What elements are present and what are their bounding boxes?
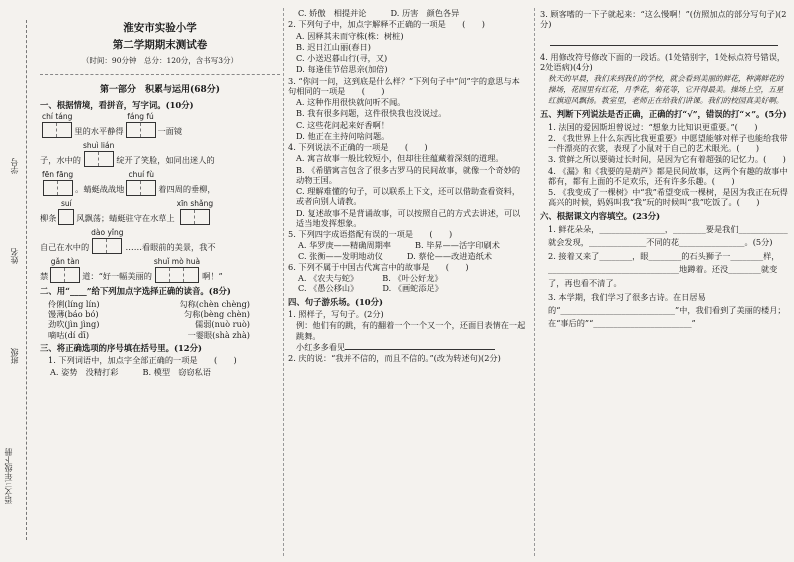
judge-item: 2. 《我世界上什么东西比我更重要》中愿望能够对样子也能给我带一件漂亮的衣裳，表现了小鼠对于自己的艺术眼光。( ) (548, 132, 788, 153)
fill-item: 3. 本学期，我们学习了很多古诗。在日居易的“____________________________”中，我们看到了美丽的楼月；在“事后的”“________________________” (548, 291, 786, 328)
fill-item: 1. 鲜花朵朵，________________，________要是我们____________就会发现，______________不同的花________________。(5分) (548, 224, 788, 248)
question-options: C. 张衡——发明地动仪 D. 蔡伦——改进造纸术 (298, 250, 493, 261)
pinyin-box[interactable]: suí (58, 199, 74, 225)
binding-cut-line (26, 20, 27, 540)
section-heading: 二、用“____”给下列加点字选择正确的读音。(8分) (40, 286, 231, 297)
school-title: 淮安市实验小学 (123, 22, 197, 34)
question-text: 3. “你问一问，这到底是什么样？”下列句子中“问”字的意思与本句相同的一项是 ( ) (288, 75, 520, 96)
exam-title: 第二学期期末测试卷 (112, 39, 208, 52)
question-option: C. 小送迟暮山行(寻，又) (296, 53, 388, 63)
section-heading: 六、根据课文内容填空。(23分) (540, 210, 661, 221)
judge-item: 3. 赏鲜之所以要骑过长时间，是因为它有着超强的记忆力。( ) (548, 154, 786, 165)
question-text: 6. 下列不属于中国古代寓言中的故事是 ( ) (288, 261, 469, 272)
part-heading: 第一部分 积累与运用(68分) (99, 84, 221, 95)
divider (40, 74, 280, 75)
section-heading: 一、根据情境，看拼音，写字词。(10分) (40, 99, 194, 110)
reading-row: 劲吹(jìn jìng) 儒弱(nuò ruò) (48, 319, 250, 330)
pinyin-box[interactable]: shuǐ mò huà (154, 257, 200, 283)
answer-line[interactable] (550, 34, 778, 46)
question-options: C. 《愚公移山》 D. 《画蛇添足》 (298, 283, 443, 294)
pinyin-box[interactable]: xīn shǎng (177, 199, 213, 225)
column-1 (40, 22, 280, 377)
question-option: D. 每逢佳节倍思亲(加倍) (296, 64, 388, 75)
column-3 (540, 8, 788, 331)
example-text: 例：他们有的跳，有的翻着一个一个又一个，还面目表情在一起跳舞。 (296, 320, 526, 341)
section-heading: 五、判断下列说法是否正确，正确的打“√”，错误的打“×”。(5分) (540, 109, 787, 119)
question-text: 2. 下列句子中，加点字解释不正确的一项是 ( ) (288, 19, 485, 30)
column-divider (283, 8, 284, 556)
question-options: A. 《农夫与蛇》 B. 《叶公好龙》 (298, 273, 443, 283)
fill-item: 2. 接着又来了________，眼________的石头狮子一________样，________________________________地蹲着。还没________就变了，再也看不清了。 (548, 251, 780, 288)
question-text: 3. 顾客嗜的一下子就起来：“这么慢啊！”(仿照加点的部分写句子)(2分) (540, 9, 787, 30)
judge-item: 5. 《我变成了一棵树》中“我”希望变成一棵树，是因为我正在玩得高兴的时候，妈妈叫我“我”玩的时候叫“我”吃饭了。( ) (548, 187, 788, 208)
question-text: 2. 庆的说：“我并不信的，而且不信的。”(改为转述句)(2分) (288, 353, 501, 363)
question-option: C. 这些花问起来好香啊！ (296, 119, 390, 130)
column-divider (534, 8, 535, 556)
answer-line[interactable]: 小红多多看见 (288, 342, 528, 352)
pinyin-box[interactable]: chí táng (42, 112, 72, 138)
exam-meta: （时间：90分钟 总分：120分，含书写3分） (81, 56, 239, 66)
binding-strip (0, 0, 38, 562)
pinyin-row: chí táng 里的水平静得 fáng fú 一面镜 (40, 112, 280, 138)
judge-item: 4. 《漏》和《我要的是葫芦》都是民间故事，这两个有趣的故事中都有，都有上面的不足欢乐，还有许多乐趣。( ) (548, 165, 788, 186)
section-heading: 三、将正确选项的序号填在括号里。(12分) (40, 342, 202, 353)
binding-label-name: 姓名 (10, 248, 19, 264)
question-options: A. 姿势 没精打彩 B. 模型 窃窃私语 (50, 366, 211, 377)
section-heading: 四、句子游乐场。(10分) (288, 296, 383, 307)
reading-row: 伶俐(líng lín) 勾称(chèn chèng) (48, 298, 250, 309)
pinyin-box[interactable]: shuì lián (83, 141, 114, 167)
pinyin-row: 子，水中的 shuì lián 绽开了笑脸，如同出迷人的 (40, 141, 280, 167)
question-text: 1. 下列词语中，加点字全部正确的一项是 ( ) (48, 355, 237, 366)
question-option: D. 复述故事不是背诵故事，可以按照自己的方式去讲述，可以适当地发挥想象。 (296, 207, 521, 228)
column-2 (288, 8, 528, 364)
binding-label-student-no: 学号 (10, 158, 19, 174)
binding-label-class: 班级 (10, 348, 19, 364)
question-option: D. 他正在主持问啥问题。 (296, 130, 390, 141)
passage-text: 秋天的早晨，我们来到我们的学校，就会看到美丽的鲜花，种满鲜花的操场，花园里有红花，月季花，菊花等，它开得最美。操场上空，五星红旗迎风飘扬。教室里，老师正在给我们讲课。我们的校园真美好啊。 (548, 74, 784, 105)
question-options: A. 华罗庚——精确周期率 B. 毕昇——活字印刷术 (298, 240, 500, 251)
question-text: 5. 下列四字成语搭配有误的一项是 ( ) (288, 229, 453, 239)
question-option: B. 我有很多问题，这件很快我也没说过。 (296, 108, 447, 119)
pinyin-box[interactable]: dào yǐng (91, 228, 123, 254)
question-option: B. 《希腊寓言包含了很多古罗马的民间故事，就像一个奇妙的动物王国。 (296, 164, 521, 185)
question-option: C. 理解难懂的句子，可以联系上下文，还可以借助查看资料，或者向别人请教。 (296, 186, 521, 207)
reading-row: 嘀咕(dí dī) 一霎眼(shà zhà) (48, 329, 250, 340)
pinyin-box[interactable]: chuí fù (126, 170, 156, 196)
question-text: 4. 用修改符号修改下面的一段话。(1处错别字，1处标点符号错误，2处语病)(4分) (540, 51, 786, 72)
pinyin-row: 自己在水中的 dào yǐng ……看眼前的美景，我不 (40, 228, 280, 254)
reading-row: 馒薄(báo bó) 匀称(bèng chèn) (48, 309, 250, 320)
question-option: A. 寓言故事一般比较短小，但却往往蕴藏着深刻的道理。 (296, 153, 504, 164)
judge-item: 1. 法国的爱因斯坦曾说过：“想象力比知识更重要。”( ) (548, 121, 758, 132)
question-option: A. 因释其未而守株(株：树桩) (296, 30, 404, 41)
question-options: C. 娇傲 相提并论 D. 历害 颜色各异 (298, 8, 460, 18)
pinyin-row: fēn fāng 。蜻蜓战战地 chuí fù 着四周的垂柳， (40, 170, 280, 196)
pinyin-box[interactable]: fēn fāng (42, 170, 73, 196)
question-option: A. 这种作用很快就问听不闻。 (296, 97, 406, 107)
question-text: 1. 照样子，写句子。(2分) (288, 309, 384, 319)
pinyin-box[interactable]: gǎn tàn (50, 257, 80, 283)
pinyin-row: 柳条 suí 风飘荡；蜻蜓驻守在水草上 xīn shǎng (40, 199, 280, 225)
pinyin-box[interactable]: fáng fú (126, 112, 156, 138)
question-text: 4. 下列说法不正确的一项是 ( ) (288, 142, 428, 152)
binding-label-subject: 语文三年级下册 (4, 448, 13, 504)
pinyin-row: 禁 gǎn tàn 道：“好一幅美丽的 shuǐ mò huà 啊！” (40, 257, 280, 283)
question-option: B. 迟日江山丽(春日) (296, 41, 371, 52)
